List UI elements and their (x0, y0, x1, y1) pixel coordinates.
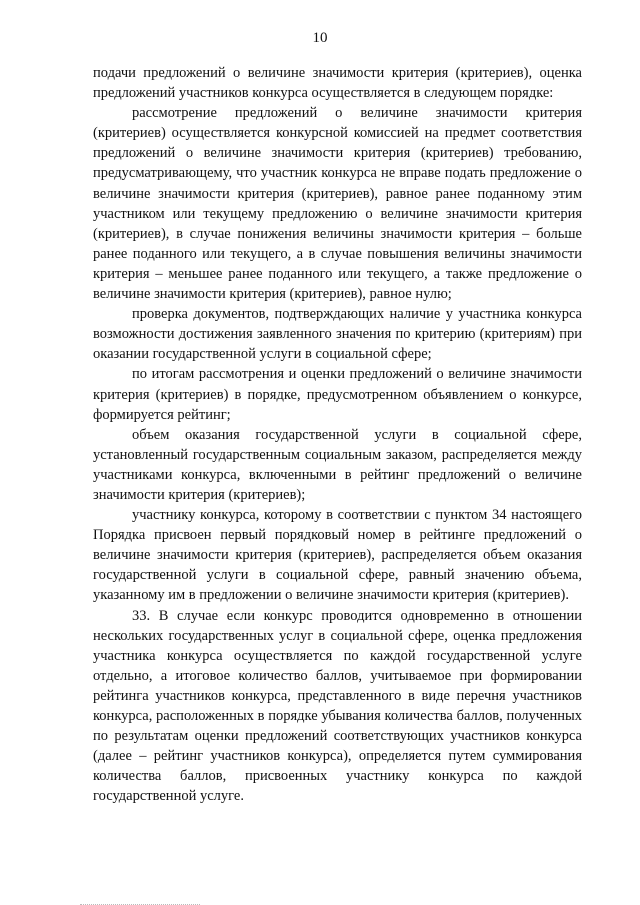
paragraph-clause-33: 33. В случае если конкурс проводится одновременно в отношении нескольких государственных услуг в социальной сфере, оценка предложения участника конкурса осуществляется по каждой государственной услуге отдельно, а итоговое количество баллов, учитываемое при формировании рейтинга участников конкурса, представленного в виде перечня участников конкурса, расположенных в порядке убывания количества баллов, полученных по результатам оценки предложений соответствующих участников конкурса (далее – рейтинг участников конкурса), определяется путем суммирования количества баллов, присвоенных участнику конкурса по каждой государственной услуге. (93, 607, 582, 805)
paragraph-review-proposals: рассмотрение предложений о величине значимости критерия (критериев) осуществляется конкурсной комиссией на предмет соответствия предложений о величине значимости критерия (критериев) требованию, предусматривающему, что участник конкурса не вправе подать предложение о величине значимости критерия (критериев), равное ранее поданному этим участником или текущему предложению о величине значимости критерия (критериев), в случае понижения величины значимости критерия – больше ранее поданного или текущего, а в случае повышения величины значимости критерия – меньшее ранее поданного или текущего, а также предложение о величине значимости критерия (критериев), равное нулю; (93, 105, 582, 303)
paragraph-document-check: проверка документов, подтверждающих наличие у участника конкурса возможности достижения заявленного значения по критерию (критериям) при оказании государственной услуги в социальной сфере; (93, 306, 582, 363)
paragraph-first-place: участнику конкурса, которому в соответствии с пунктом 34 настоящего Порядка присвоен первый порядковый номер в рейтинге предложений о величине значимости критерия (критериев), распределяется объем оказания государственной услуги в социальной сфере, равный значению объема, указанному им в предложении о величине значимости критерия (критериев). (93, 507, 582, 604)
page-number: 10 (312, 30, 328, 46)
document-body (93, 63, 582, 806)
paragraph-volume-distribution: объем оказания государственной услуги в социальной сфере, установленный государственным социальным заказом, распределяется между участниками конкурса, включенными в рейтинг предложений о величине значимости критерия (критериев); (93, 426, 582, 503)
paragraph-rating-formation: по итогам рассмотрения и оценки предложений о величине значимости критерия (критериев) в порядке, предусмотренном объявлением о конкурсе, формируется рейтинг; (93, 366, 582, 423)
paragraph-continuation: подачи предложений о величине значимости критерия (критериев), оценка предложений участников конкурса осуществляется в следующем порядке: (93, 65, 582, 102)
